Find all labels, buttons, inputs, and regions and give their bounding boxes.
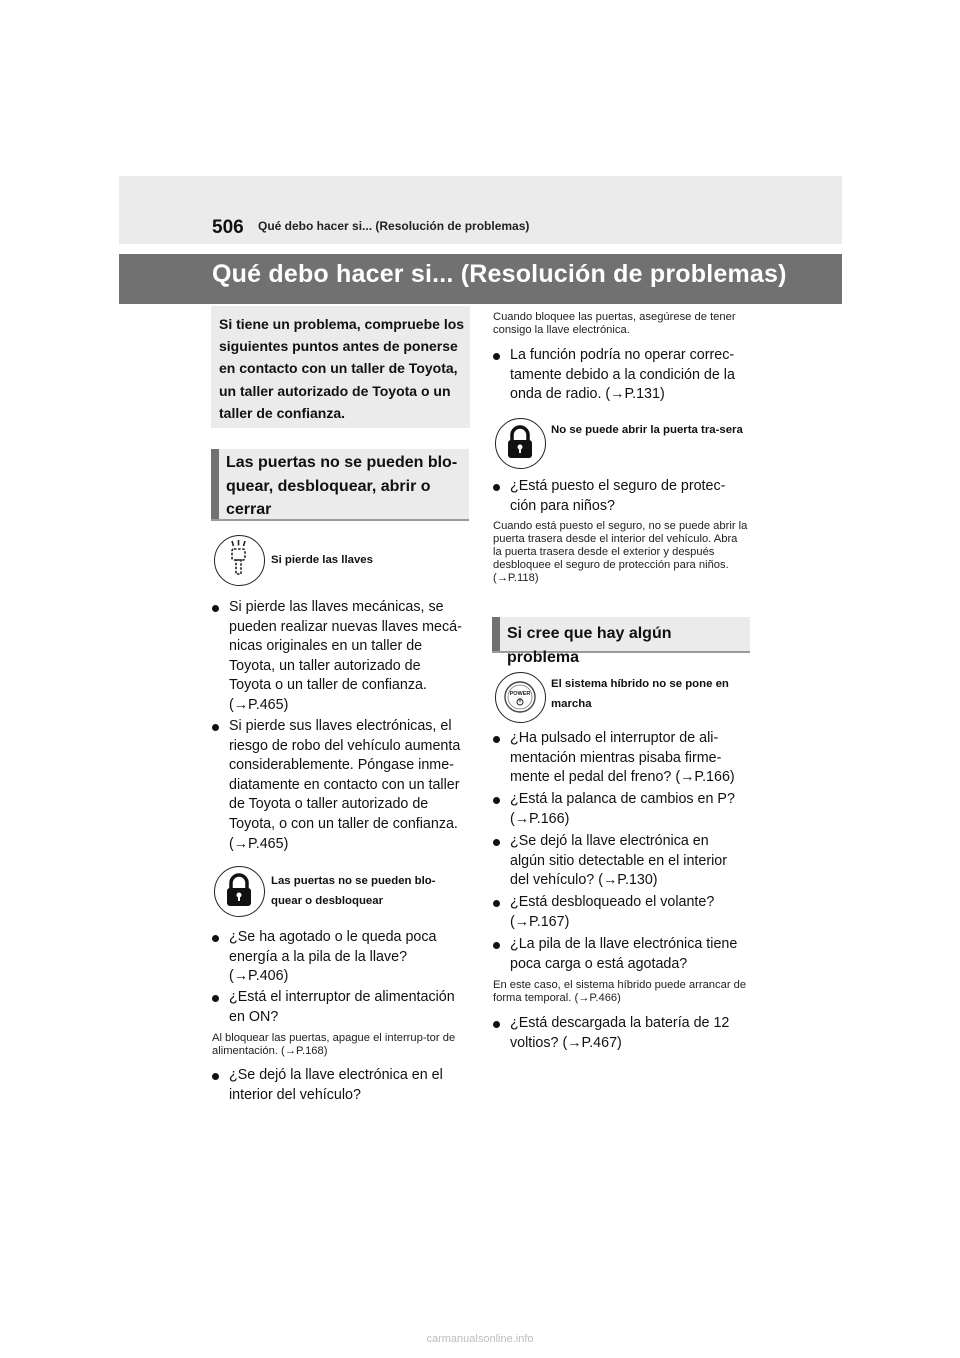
bullet-item [510, 1014, 746, 1053]
bullet-item [510, 729, 746, 788]
bullet-text: La función podría no operar correc-tamente debido a la condición de la onda de radio. (→P.131) [510, 347, 735, 403]
bullet-text: ¿Ha pulsado el interruptor de ali-mentación mientras pisaba firme-mente el pedal del freno? (→P.166) [510, 730, 735, 786]
bullet-item [510, 477, 746, 516]
note-text: Al bloquear las puertas, apague el interrup-tor de alimentación. (→P.168) [212, 1032, 456, 1057]
bullet-dot [212, 935, 219, 942]
bullet-text: ¿Está puesto el seguro de protec-ción para niños? [510, 478, 726, 514]
bullet-dot [493, 1021, 500, 1028]
bullet-item [510, 790, 746, 829]
section-bar [211, 449, 219, 519]
section-bar [492, 617, 500, 651]
intro-text: Si tiene un problema, compruebe los siguientes puntos antes de ponerse en contacto con un taller de Toyota, un taller autorizado de Toyota o un taller de confianza. [219, 316, 465, 421]
bullet-item [229, 1066, 464, 1105]
padlock-icon [495, 418, 546, 469]
bullet-dot [212, 995, 219, 1002]
bullet-text: Si pierde sus llaves electrónicas, el riesgo de robo del vehículo aumenta considerablemente. Póngase inme-diatamente en contacto con un taller de Toyota o taller autorizado de Toyota, o con un taller de confianza. (→P.465) [229, 718, 461, 852]
bullet-dot [212, 605, 219, 612]
bullet-text: ¿Está descargada la batería de 12 voltios? (→P.467) [510, 1015, 730, 1051]
bullet-item [229, 717, 465, 854]
note-text: Cuando está puesto el seguro, no se puede abrir la puerta trasera desde el interior del vehículo. Abra la puerta trasera desde el exterior y después desbloquee el seguro de protección para niños. (→P.118) [493, 520, 748, 584]
page-title: Qué debo hacer si... (Resolución de problemas) [212, 260, 787, 288]
subheading-lost-keys: Si pierde las llaves [271, 554, 373, 566]
bullet-dot [212, 1073, 219, 1080]
bullet-text: ¿Está desbloqueado el volante? (→P.167) [510, 894, 715, 930]
lost-key-icon [214, 535, 265, 586]
bullet-item [229, 598, 464, 716]
section-header-problem [492, 617, 750, 666]
bullet-dot [493, 942, 500, 949]
subheading-doors-lock: Las puertas no se pueden blo-quear o desbloquear [271, 875, 436, 907]
bullet-item [229, 988, 469, 1027]
bullet-dot [493, 736, 500, 743]
power-label: POWER [509, 691, 531, 697]
bullet-text: ¿Se ha agotado o le queda poca energía a la pila de la llave? (→P.406) [229, 929, 437, 985]
bullet-text: ¿Se dejó la llave electrónica en algún sitio detectable en el interior del vehículo? (→P.130) [510, 833, 727, 889]
bullet-item [229, 928, 464, 987]
section-title: Si cree que hay algún problema [507, 625, 672, 666]
bullet-dot [493, 484, 500, 491]
running-title: Qué debo hacer si... (Resolución de problemas) [258, 219, 530, 233]
section-title: Las puertas no se pueden blo-quear, desbloquear, abrir o cerrar [226, 454, 458, 518]
bullet-item [510, 346, 746, 405]
bullet-dot [493, 797, 500, 804]
bullet-text: ¿Se dejó la llave electrónica en el interior del vehículo? [229, 1067, 443, 1103]
page-number: 506 [212, 217, 244, 238]
bullet-dot [212, 724, 219, 731]
bullet-dot [493, 839, 500, 846]
bullet-text: ¿Está el interruptor de alimentación en ON? [229, 989, 455, 1025]
bullet-text: ¿La pila de la llave electrónica tiene poca carga o está agotada? [510, 936, 738, 972]
section-header-doors [211, 449, 469, 521]
note-text: En este caso, el sistema híbrido puede arrancar de forma temporal. (→P.466) [493, 979, 747, 1004]
subheading-hybrid-start: El sistema híbrido no se pone en marcha [551, 678, 729, 710]
subheading-rear-door: No se puede abrir la puerta tra-sera [551, 424, 743, 436]
padlock-icon [214, 866, 265, 917]
bullet-dot [493, 900, 500, 907]
note-text: Cuando bloquee las puertas, asegúrese de tener consigo la llave electrónica. [493, 311, 736, 336]
power-button-icon [495, 672, 546, 723]
watermark: carmanualsonline.info [426, 1333, 534, 1345]
bullet-item [510, 893, 746, 932]
bullet-text: ¿Está la palanca de cambios en P? (→P.166) [510, 791, 735, 827]
bullet-text: Si pierde las llaves mecánicas, se pueden realizar nuevas llaves mecá-nicas originales en un taller de Toyota, un taller autorizado de Toyota o un taller de confianza. (→P.465) [229, 599, 462, 713]
bullet-item [510, 935, 746, 974]
bullet-dot [493, 353, 500, 360]
bullet-item [510, 832, 740, 891]
